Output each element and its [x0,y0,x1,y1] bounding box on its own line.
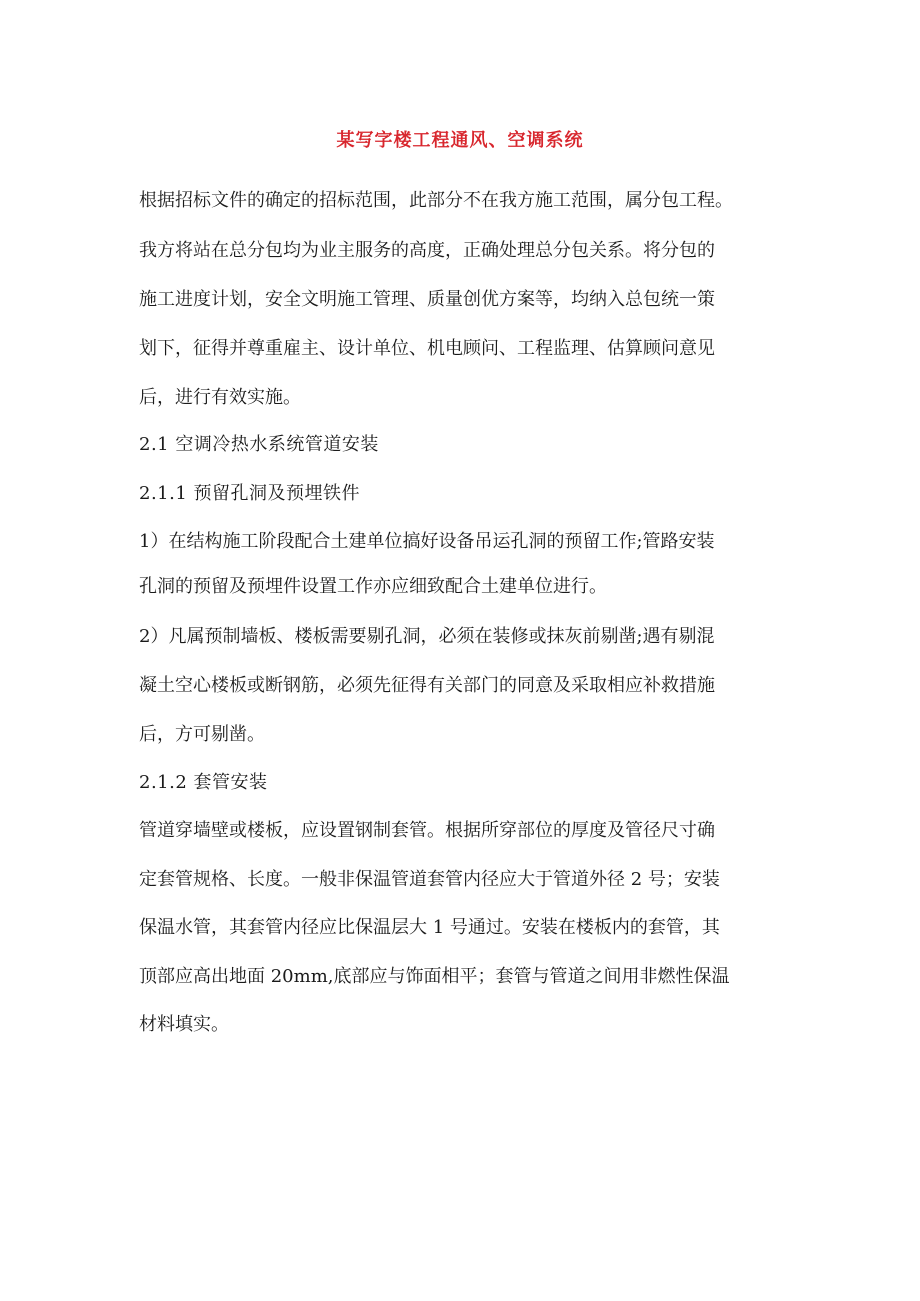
item-2-line-3: 后，方可剔凿。 [139,724,265,745]
item-2-line-1: 2）凡属预制墙板、楼板需要剔孔洞，必须在装修或抹灰前剔凿;遇有剔混 [139,626,715,647]
sleeve-line-5: 材料填实。 [139,1014,229,1035]
sleeve-line-4: 顶部应高出地面 20mm,底部应与饰面相平；套管与管道之间用非燃性保温 [139,966,730,987]
item-1-line-2: 孔洞的预留及预埋件设置工作亦应细致配合土建单位进行。 [139,576,607,597]
sleeve-line-2: 定套管规格、长度。一般非保温管道套管内径应大于管道外径 2 号；安装 [139,869,720,890]
item-1-line-1: 1）在结构施工阶段配合土建单位搞好设备吊运孔洞的预留工作;管路安装 [139,531,715,552]
intro-line-1: 根据招标文件的确定的招标范围，此部分不在我方施工范围，属分包工程。 [139,190,733,211]
section-heading-2-1: 2.1 空调冷热水系统管道安装 [139,434,379,455]
section-heading-2-1-1: 2.1.1 预留孔洞及预埋铁件 [139,483,361,504]
intro-line-3: 施工进度计划，安全文明施工管理、质量创优方案等，均纳入总包统一策 [139,289,715,310]
section-heading-2-1-2: 2.1.2 套管安装 [139,772,268,793]
sleeve-line-3: 保温水管，其套管内径应比保温层大 1 号通过。安装在楼板内的套管，其 [139,917,720,938]
item-2-line-2: 凝土空心楼板或断钢筋，必须先征得有关部门的同意及采取相应补救措施 [139,675,715,696]
intro-line-4: 划下，征得并尊重雇主、设计单位、机电顾问、工程监理、估算顾问意见 [139,338,715,359]
intro-line-5: 后，进行有效实施。 [139,387,301,408]
document-title: 某写字楼工程通风、空调系统 [336,130,584,151]
intro-line-2: 我方将站在总分包均为业主服务的高度，正确处理总分包关系。将分包的 [139,240,715,261]
sleeve-line-1: 管道穿墙壁或楼板，应设置钢制套管。根据所穿部位的厚度及管径尺寸确 [139,820,715,841]
